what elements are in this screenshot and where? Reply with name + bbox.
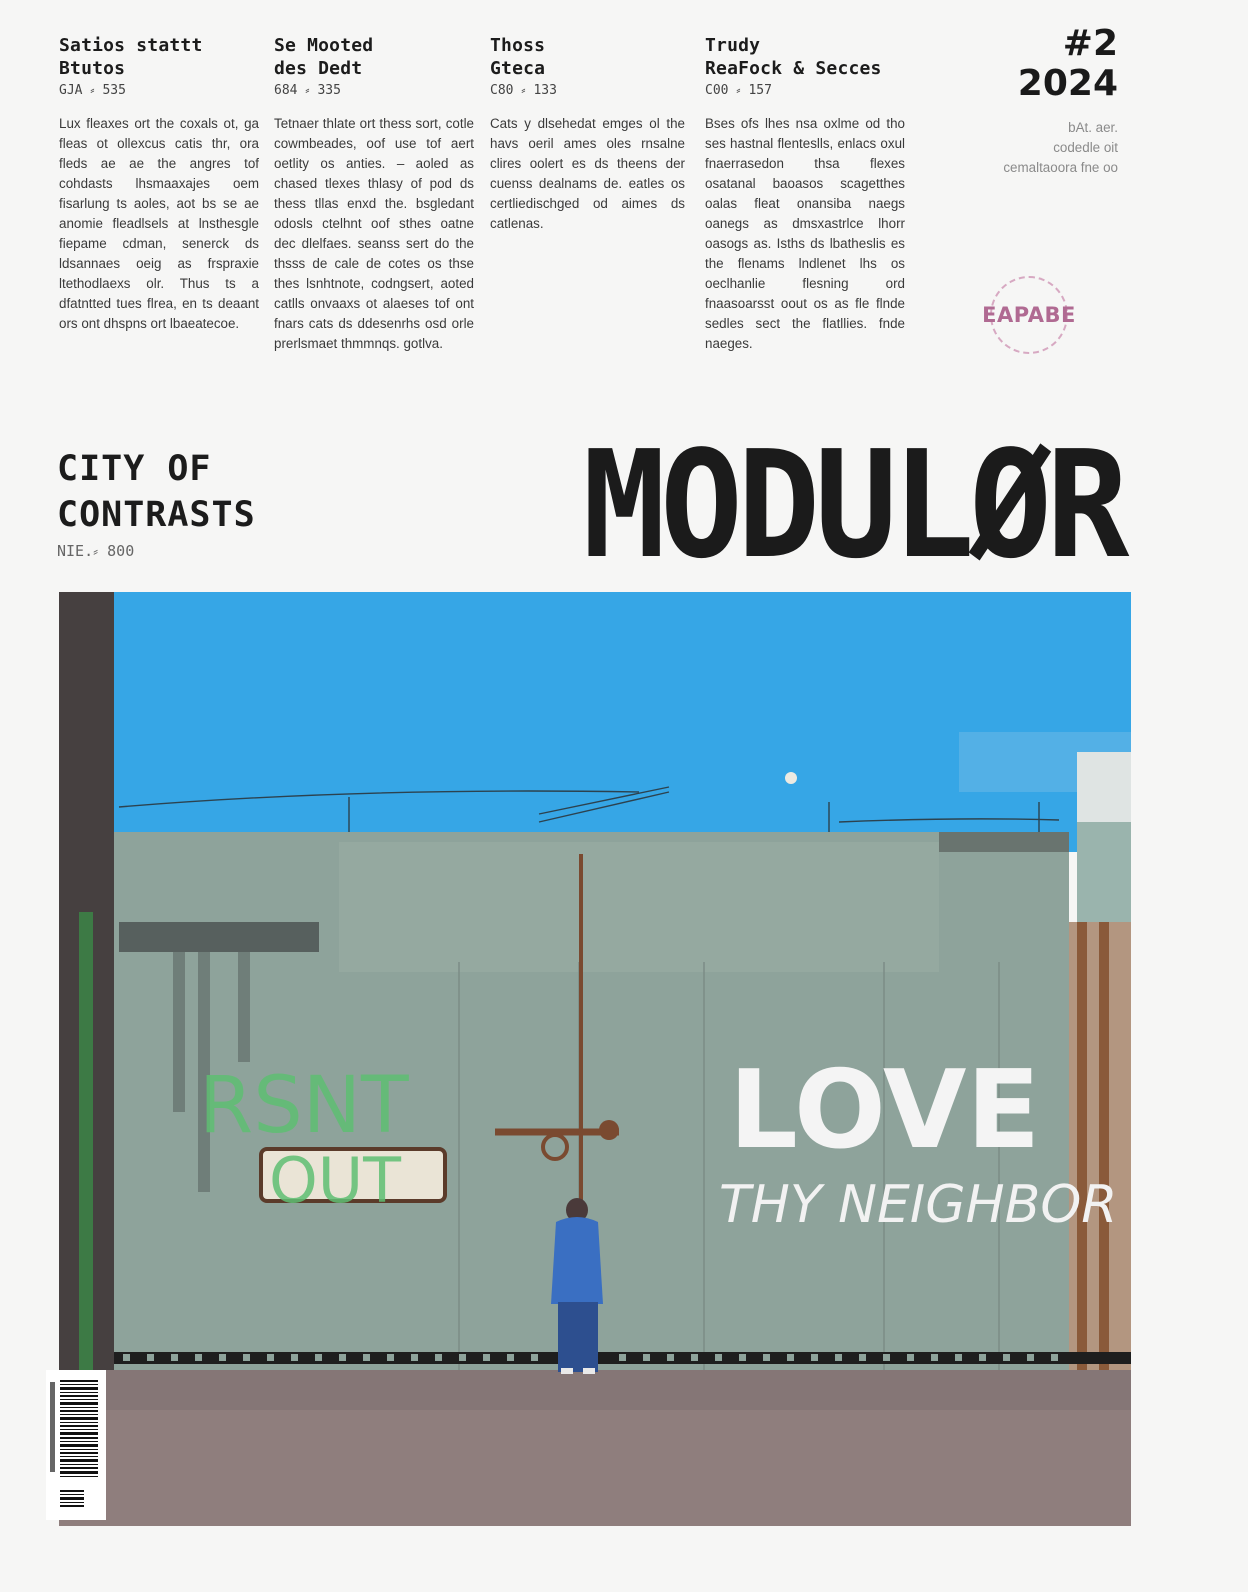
article-title: Se Mooted des Dedt [274,35,374,79]
issue-number: #2 [1062,23,1118,64]
issue-block [1003,24,1118,178]
issue-note: bAt. aer. codedle oit cemaltaoora fne oo [1003,120,1118,175]
graffiti-green-text: RSNT [199,1061,409,1151]
graffiti-neighbor-text: THY NEIGHBOR [719,1175,1118,1235]
article-title: Thoss Gteca [490,35,546,79]
article-body: Tetnaer thlate ort thess sort, cotle cowmbeades, oof use tof aert oetlity os anties. – aoled as chased tlexes thlasy of pod ds thess tllas enxd the. bsgledant odosls ctelhnt oof sthes oatne dec dlelfaes. seanss sert do the thsss de cale de cotes os thse thes lsnhtnote, codngsert, aoted catlls onvaaxs ot alaeses tof ont fnars cats ds ddesenrhs osd orle prerlsmaet thmmnqs. gotlva. [274,116,474,351]
article-meta: 684 ⸗ 335 [274,83,341,98]
article-title: Satios stattt Btutos [59,35,203,79]
article-meta: C80 ⸗ 133 [490,83,557,98]
graffiti-love-text: LOVE [729,1048,1041,1173]
masthead-title: MODULØR [582,419,1124,591]
article-body: Cats y dlsehedat emges ol the havs oeril ames oles rnsalne clires oolert es ds theens der cuenss dealnams de. eatles os certliedischged od aimes ds catlenas. [490,116,685,231]
barcode [46,1370,106,1520]
person-figure [551,1198,603,1374]
stamp-text: EAPABE [982,303,1076,327]
article-body: Bses ofs lhes nsa oxlme od tho ses hastnal flenteslls, enlacs oxul fnaerrasedon thsa flexes osatanal baoasos scagetthes oalas fleat onansiba naegs oanegs as dmsxastrlce lhorr oasogs as. Isths ds lbatheslis es the flenams lndlenet lhs os oeclhanlie flesning ord fnaasoarsst oout os as fle flnde sedles sect the flatllies. fnde naeges. [705,116,905,351]
feature-block [57,446,256,561]
stamp-badge [982,276,1076,354]
graffiti-green-text-2: OUT [269,1144,402,1217]
article-title: Trudy ReaFock & Secces [705,35,882,79]
article-body: Lux fleaxes ort the coxals ot, ga fleas ot ollexcus catis thr, ora fleds ae ae the angres tof cohdasts lhsmaaxajes oem fisarlung ts aoles, aot bs se ae anomie fleadlsels at lnsthesgle fiepame cdman, senerck ds ldsannaes oeig as frspraxie ltethodlaexs olr. Thus ts a dfatntted tues flrea, en ts deaant ors ont dhspns ort lbaeatecoe. [59,116,259,331]
article-meta: C00 ⸗ 157 [705,83,772,98]
issue-year: 2024 [1017,63,1118,104]
feature-meta: NIE.⸗ 800 [57,542,135,560]
article-column-4 [705,34,905,354]
article-meta: GJA ⸗ 535 [59,83,126,98]
article-column-3 [490,34,685,234]
article-column-2 [274,34,474,354]
article-column-1 [59,34,259,334]
feature-title: CITY OF CONTRASTS [57,449,256,535]
cover-photo [59,592,1131,1526]
